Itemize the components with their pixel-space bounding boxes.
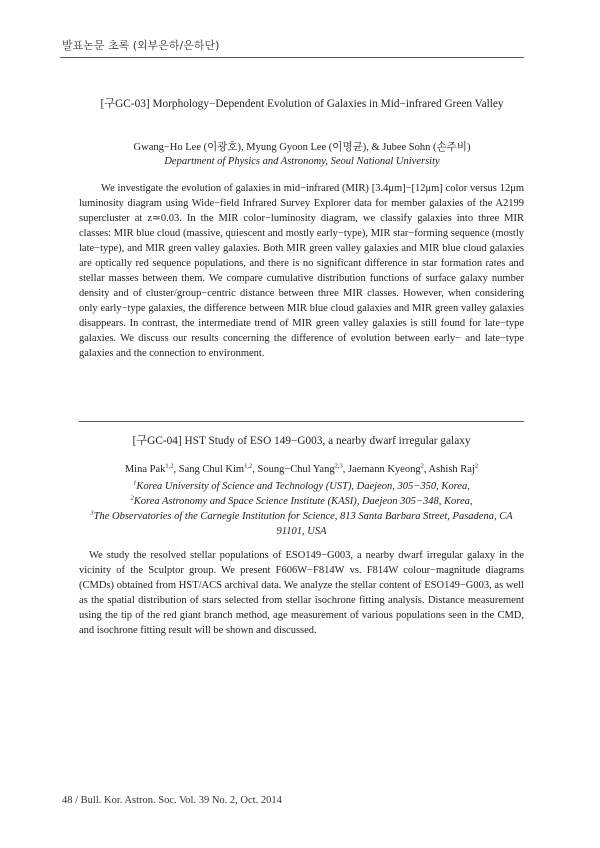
abstract-2-title: [구GC-04] HST Study of ESO 149−G003, a nearby dwarf irregular galaxy [132, 435, 471, 447]
abstract-2-body: We study the resolved stellar populations of ESO149−G003, a nearby dwarf irregular galaxy in the vicinity of the Sculptor group. We present F606W−F814W vs. F814W colour−magnitude diagrams (CMDs) obtained from HST/ACS archival data. We analyze the stellar content of ESO149−G003, as well as the spatial distribution of stars selected from stellar isochrone fitting analysis. Distance measurement using the tip of the red giant branch method, age measurement of various populations seen in the CMD, and isochrone fitting result will be shown and discussed. [79, 550, 524, 636]
header-divider [60, 57, 524, 58]
page-footer: 48 / Bull. Kor. Astron. Soc. Vol. 39 No. 2, Oct. 2014 [62, 795, 282, 806]
abstract-2-authors: Mina Pak$^{1,2}$, Sang Chul Kim$^{1,2}$, Soung−Chul Yang$^{2,3}$, Jaemann Kyeong$^2$, Ashish Raj$^2$ [124, 462, 479, 475]
affiliation-line: $^1$Korea University of Science and Technology (UST), Daejeon, 305−350, Korea, [133, 479, 470, 492]
abstract-1-affiliation: Department of Physics and Astronomy, Seoul National University [164, 156, 440, 167]
author: Jaemann Kyeong$^2$ [347, 462, 424, 475]
running-head: 발표논문 초록 (외부은하/은하단) [62, 39, 220, 52]
author: Soung−Chul Yang$^{2,3}$ [257, 462, 343, 475]
author: Sang Chul Kim$^{1,2}$ [178, 462, 253, 475]
affiliation-line: $^2$Korea Astronomy and Space Science Institute (KASI), Daejeon 305−348, Korea, [130, 494, 473, 507]
section-divider [79, 421, 524, 422]
abstract-1-title: [구GC-03] Morphology−Dependent Evolution of Galaxies in Mid−infrared Green Valley [100, 98, 504, 110]
abstract-1-body: We investigate the evolution of galaxies in mid−infrared (MIR) [3.4μm]−[12μm] color versus 12μm luminosity diagram using Wide−field Infrared Survey Explorer data for member galaxies of the A2199 supercluster at z≃0.03. In the MIR color−luminosity diagram, we classify galaxies into three MIR classes: MIR blue cloud (massive, quiescent and mostly early−type), MIR star−forming sequence (mostly late−type), and MIR green valley galaxies. Both MIR green valley galaxies and MIR blue cloud galaxies are optically red sequence populations, and there is no significant difference in star formation rates and stellar masses between them. We compare cumulative distribution functions of surface galaxy number density and of cluster/group−centric distance between three MIR classes. However, when considering only early−type galaxies, the difference between MIR blue cloud galaxies and MIR green valley galaxies disappears. In contrast, the intermediate trend of MIR green valley galaxies is still found for late−type galaxies. We discuss our results concerning the difference of evolution between early− and late−type galaxies and the connection to environment. [79, 183, 524, 359]
abstract-2-affiliations [79, 479, 524, 539]
author: Ashish Raj$^2$ [428, 462, 479, 475]
author: Mina Pak$^{1,2}$ [124, 462, 174, 475]
abstract-1-authors: Gwang−Ho Lee (이광호), Myung Gyoon Lee (이명균), & Jubee Sohn (손주비) [133, 142, 471, 153]
affiliation-line: $^3$The Observatories of the Carnegie Institution for Science, 813 Santa Barbara Street, Pasadena, CA 91101, USA [90, 509, 513, 537]
